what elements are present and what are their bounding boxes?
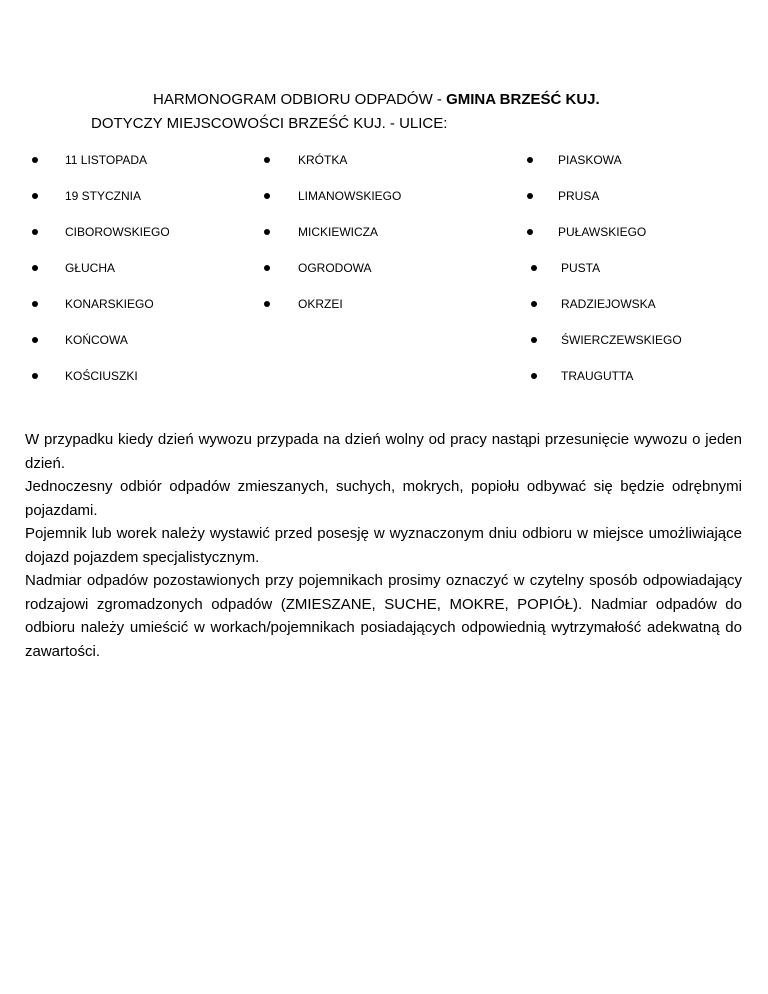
bullet-icon	[527, 193, 533, 199]
bullet-icon	[264, 265, 270, 271]
title-prefix: HARMONOGRAM ODBIORU ODPADÓW -	[153, 91, 447, 108]
bullet-icon	[32, 157, 38, 163]
street-name: OGRODOWA	[298, 261, 372, 275]
bullet-icon	[527, 157, 533, 163]
bullet-icon	[264, 193, 270, 199]
bullet-icon	[264, 157, 270, 163]
bullet-icon	[264, 301, 270, 307]
street-name: RADZIEJOWSKA	[561, 297, 656, 311]
document-title	[153, 90, 600, 110]
street-name: KRÓTKA	[298, 153, 348, 167]
bullet-icon	[531, 337, 537, 343]
note-paragraph: Jednoczesny odbiór odpadów zmieszanych, suchych, mokrych, popiołu odbywać się będzie odrębnymi pojazdami.	[25, 478, 742, 519]
bullet-icon	[527, 229, 533, 235]
street-name: ŚWIERCZEWSKIEGO	[561, 333, 682, 347]
bullet-icon	[32, 265, 38, 271]
street-name: PUŁAWSKIEGO	[558, 225, 647, 239]
street-name: LIMANOWSKIEGO	[298, 189, 402, 203]
street-name: PUSTA	[561, 261, 601, 275]
street-name: MICKIEWICZA	[298, 225, 378, 239]
document-subtitle: DOTYCZY MIEJSCOWOŚCI BRZEŚĆ KUJ. - ULICE:	[91, 115, 448, 132]
street-name: PIASKOWA	[558, 153, 622, 167]
bullet-icon	[32, 229, 38, 235]
note-paragraph: W przypadku kiedy dzień wywozu przypada na dzień wolny od pracy nastąpi przesunięcie wywozu o jeden dzień.	[25, 431, 742, 472]
street-name: KONARSKIEGO	[65, 297, 154, 311]
bullet-icon	[264, 229, 270, 235]
note-paragraph: Pojemnik lub worek należy wystawić przed posesję w wyznaczonym dniu odbioru w miejsce umożliwiające dojazd pojazdem specjalistycznym.	[25, 525, 742, 566]
street-name: PRUSA	[558, 189, 600, 203]
title-municipality: GMINA BRZEŚĆ KUJ.	[446, 91, 600, 108]
street-name: 19 STYCZNIA	[65, 189, 142, 203]
notes-section	[25, 428, 742, 663]
street-name: TRAUGUTTA	[561, 369, 634, 383]
note-paragraph: Nadmiar odpadów pozostawionych przy pojemnikach prosimy oznaczyć w czytelny sposób odpowiadający rodzajowi zgromadzonych odpadów (ZMIESZANE, SUCHE, MOKRE, POPIÓŁ). Nadmiar odpadów do odbioru należy umieścić w workach/pojemnikach posiadających odpowiednią wytrzymałość adekwatną do zawartości.	[25, 572, 742, 660]
street-name: CIBOROWSKIEGO	[65, 225, 170, 239]
bullet-icon	[32, 301, 38, 307]
bullet-icon	[32, 373, 38, 379]
bullet-icon	[32, 193, 38, 199]
bullet-icon	[32, 337, 38, 343]
bullet-icon	[531, 301, 537, 307]
street-name: KOŚCIUSZKI	[65, 369, 138, 383]
street-name: OKRZEI	[298, 297, 343, 311]
bullet-icon	[531, 265, 537, 271]
street-name: KOŃCOWA	[65, 333, 128, 347]
street-name: GŁUCHA	[65, 261, 116, 275]
bullet-icon	[531, 373, 537, 379]
street-name: 11 LISTOPADA	[65, 153, 148, 167]
